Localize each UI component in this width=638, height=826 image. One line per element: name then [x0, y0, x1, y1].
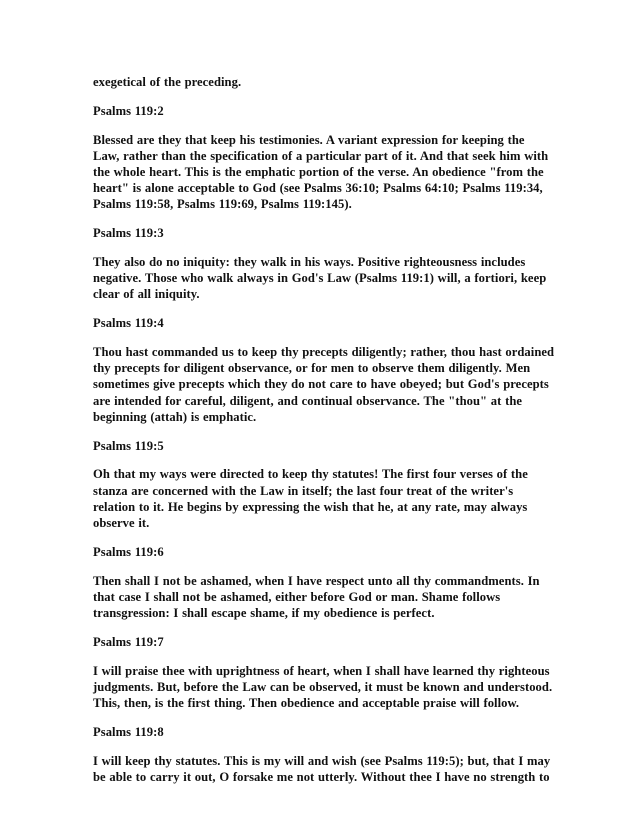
text-line: Then shall I not be ashamed, when I have respect unto all thy commandments. In — [93, 573, 540, 588]
verse-heading — [93, 544, 553, 560]
text-line: transgression: I shall escape shame, if my obedience is perfect. — [93, 606, 435, 621]
verse-heading — [93, 438, 553, 454]
commentary-paragraph — [93, 344, 553, 425]
text-line: relation to it. He begins by expressing the wish that he, at any rate, may always — [93, 499, 528, 514]
text-line: Oh that my ways were directed to keep thy statutes! The first four verses of the — [93, 467, 528, 482]
verse-heading — [93, 724, 553, 740]
verse-heading — [93, 103, 553, 119]
text-line: exegetical of the preceding. — [93, 75, 242, 89]
text-line: Psalms 119:6 — [93, 544, 164, 559]
text-line: Thou hast commanded us to keep thy precepts diligently; rather, thou hast ordained — [93, 345, 555, 359]
text-line: I will keep thy statutes. This is my will and wish (see Psalms 119:5); but, that I may — [93, 753, 551, 768]
text-line: Blessed are they that keep his testimonies. A variant expression for keeping the — [93, 132, 525, 147]
text-line: negative. Those who walk always in God's Law (Psalms 119:1) will, a fortiori, keep — [93, 271, 547, 286]
commentary-paragraph — [93, 132, 553, 213]
text-line: Psalms 119:3 — [93, 226, 164, 241]
text-line: judgments. But, before the Law can be observed, it must be known and understood. — [93, 679, 553, 694]
text-line: They also do no iniquity: they walk in his ways. Positive righteousness includes — [93, 255, 526, 269]
text-line: stanza are concerned with the Law in itself; the last four treat of the writer's — [93, 483, 514, 498]
document-page — [93, 74, 553, 798]
text-line: Law, rather than the specification of a particular part of it. And that seek him with — [93, 148, 549, 163]
verse-heading — [93, 634, 553, 650]
text-line: Psalms 119:7 — [93, 634, 164, 649]
commentary-paragraph — [93, 663, 553, 712]
text-line: Psalms 119:4 — [93, 316, 164, 331]
text-line: thy precepts for diligent observance, or for men to observe them diligently. Men — [93, 361, 531, 376]
text-line: Psalms 119:8 — [93, 724, 164, 739]
commentary-paragraph — [93, 573, 553, 622]
commentary-paragraph — [93, 466, 553, 531]
text-line: Psalms 119:58, Psalms 119:69, Psalms 119:145). — [93, 197, 352, 212]
verse-heading — [93, 225, 553, 241]
commentary-paragraph — [93, 254, 553, 303]
text-line: sometimes give precepts which they do not care to have obeyed; but God's precepts — [93, 377, 549, 392]
text-line: the whole heart. This is the emphatic portion of the verse. An obedience "from the — [93, 165, 544, 179]
verse-heading — [93, 315, 553, 331]
text-line: are intended for careful, diligent, and continual observance. The "thou" at the — [93, 393, 523, 408]
text-line: beginning (attah) is emphatic. — [93, 409, 257, 424]
text-line: I will praise thee with uprightness of heart, when I shall have learned thy righteous — [93, 663, 550, 678]
text-line: Psalms 119:2 — [93, 103, 164, 118]
commentary-paragraph — [93, 753, 553, 785]
text-line: clear of all iniquity. — [93, 287, 200, 302]
text-line: Psalms 119:5 — [93, 438, 164, 453]
text-line: observe it. — [93, 516, 150, 531]
commentary-paragraph — [93, 74, 553, 90]
text-line: heart" is alone acceptable to God (see Psalms 36:10; Psalms 64:10; Psalms 119:34, — [93, 181, 543, 196]
text-line: This, then, is the first thing. Then obedience and acceptable praise will follow. — [93, 696, 520, 711]
text-line: be able to carry it out, O forsake me not utterly. Without thee I have no strength to — [93, 769, 550, 784]
text-line: that case I shall not be ashamed, either before God or man. Shame follows — [93, 589, 501, 604]
